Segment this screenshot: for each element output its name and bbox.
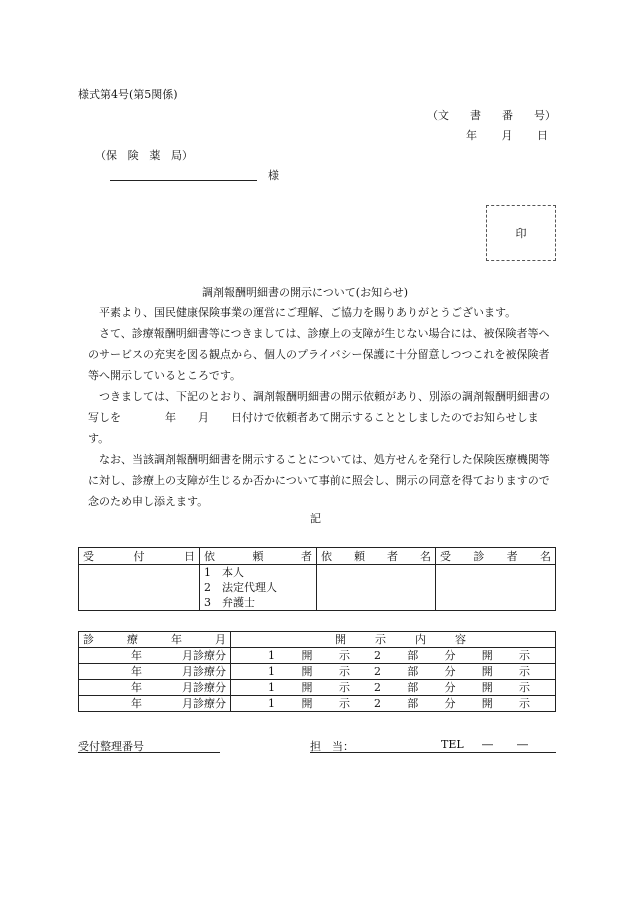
requester-options-cell xyxy=(200,565,317,611)
header-reception-date: 受 付 日 xyxy=(79,548,200,565)
contact-label: 担 当： xyxy=(310,740,354,753)
pharmacy-label: （保 険 薬 局） xyxy=(95,149,193,162)
seal-label: 印 xyxy=(515,227,527,240)
contact-line xyxy=(310,752,556,753)
seal-box xyxy=(486,205,556,261)
disclosure-options-cell: 1 開 示 2 部 分 開 示 xyxy=(231,664,556,680)
document-number-label: （文 書 番 号） xyxy=(427,109,556,122)
paragraph-2: さて、診療報酬明細書等につきましては、診療上の支障が生じない場合には、被保険者等へのサービスの充実を図る観点から、個人のプライバシー保護に十分留意しつつこれを被保険者等へ開示しているところです。 xyxy=(88,327,550,382)
paragraph-1: 平素より、国民健康保険事業の運営にご理解、ご協力を賜りありがとうございます。 xyxy=(99,306,517,319)
patient-name-cell xyxy=(436,565,556,611)
header-treatment-month: 診 療 年 月 xyxy=(79,632,231,648)
requester-option: 2 法定代理人 xyxy=(204,581,277,594)
disclosure-table xyxy=(78,631,556,712)
treatment-month-cell: 年 月診療分 xyxy=(79,648,231,664)
addressee-suffix: 様 xyxy=(268,169,279,182)
table-row xyxy=(79,664,556,680)
header-requester-name: 依 頼 者 名 xyxy=(317,548,436,565)
ki-marker: 記 xyxy=(310,512,321,525)
header-requester: 依 頼 者 xyxy=(200,548,317,565)
notice-body xyxy=(88,302,554,512)
header-disclosure-content: 開 示 内 容 xyxy=(231,632,556,648)
receipt-number-line xyxy=(78,752,220,753)
requester-option: 3 弁護士 xyxy=(204,596,255,609)
table-row xyxy=(79,696,556,712)
paragraph-4: なお、当該調剤報酬明細書を開示することについては、処方せんを発行した保険医療機関等に対し、診療上の支障が生じるか否かについて事前に照会し、開示の同意を得ておりますので念のため申し添えます。 xyxy=(88,453,550,508)
reception-date-cell xyxy=(79,565,200,611)
requester-option: 1 本人 xyxy=(204,566,244,579)
form-number: 様式第4号(第5関係) xyxy=(78,88,178,101)
tel-dash: ― xyxy=(517,738,528,751)
table-row xyxy=(79,648,556,664)
addressee-line xyxy=(110,180,257,181)
request-table xyxy=(78,547,556,611)
treatment-month-cell: 年 月診療分 xyxy=(79,664,231,680)
paragraph-3: つきましては、下記のとおり、調剤報酬明細書の開示依頼があり、別添の調剤報酬明細書の写しを 年 月 日付けで依頼者あて開示することとしましたのでお知らせします。 xyxy=(88,390,550,445)
receipt-number-label: 受付整理番号 xyxy=(78,740,144,753)
treatment-month-cell: 年 月診療分 xyxy=(79,680,231,696)
header-patient-name: 受 診 者 名 xyxy=(436,548,556,565)
treatment-month-cell: 年 月診療分 xyxy=(79,696,231,712)
table-row xyxy=(79,680,556,696)
issue-date: 年 月 日 xyxy=(466,129,548,142)
notice-title: 調剤報酬明細書の開示について(お知らせ) xyxy=(202,286,409,299)
tel-label: TEL xyxy=(441,738,464,751)
disclosure-options-cell: 1 開 示 2 部 分 開 示 xyxy=(231,680,556,696)
tel-dash: ― xyxy=(482,738,493,751)
disclosure-options-cell: 1 開 示 2 部 分 開 示 xyxy=(231,648,556,664)
requester-name-cell xyxy=(317,565,436,611)
disclosure-options-cell: 1 開 示 2 部 分 開 示 xyxy=(231,696,556,712)
